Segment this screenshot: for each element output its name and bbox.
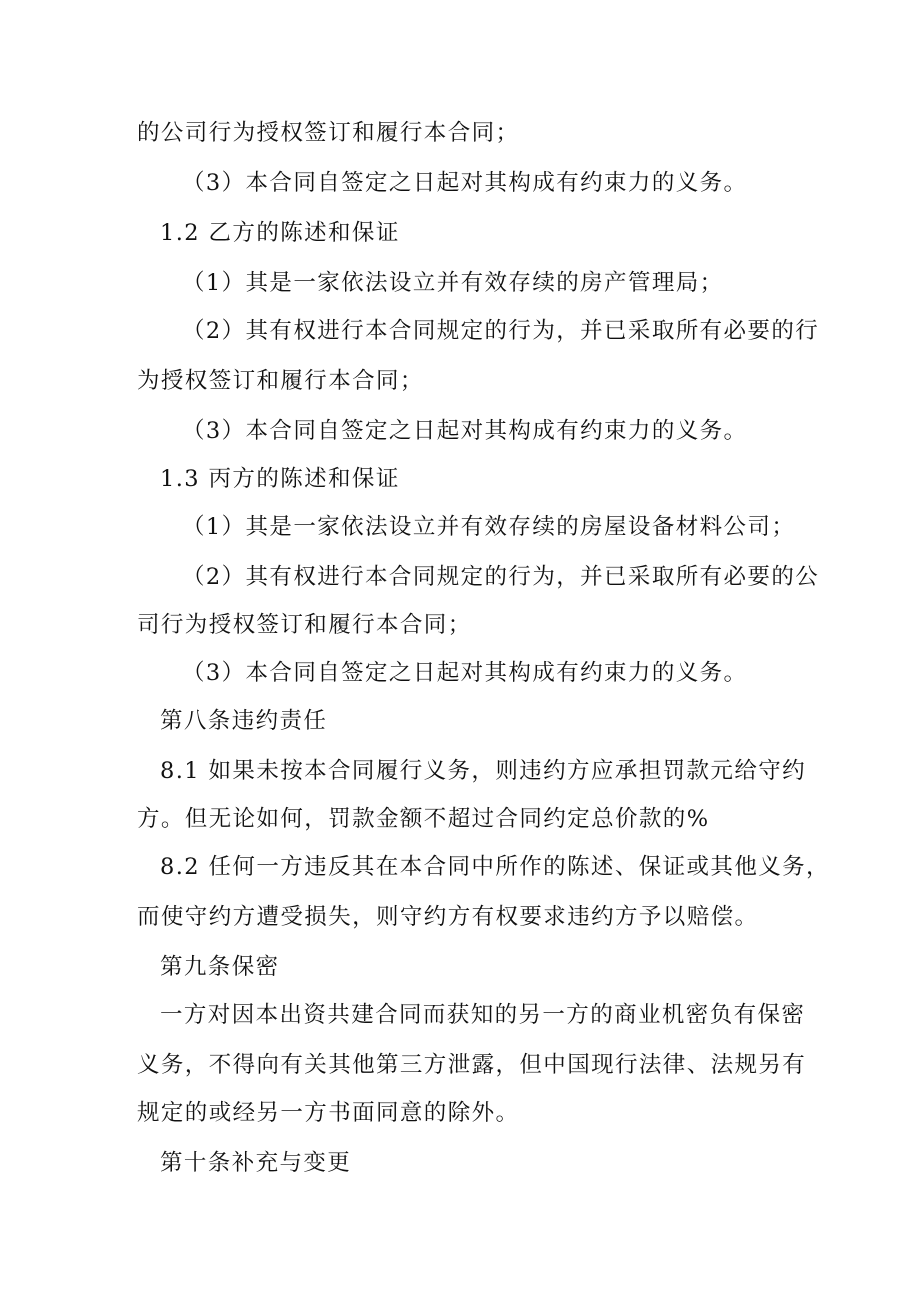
text-line-19: 一方对因本出资共建合同而获知的另一方的商业机密负有保密 — [160, 1002, 806, 1028]
text-line-6: 为授权签订和履行本合同； — [137, 368, 424, 394]
article-heading-9: 第九条保密 — [160, 954, 280, 980]
text-line-5: （2）其有权进行本合同规定的行为，并已采取所有必要的行 — [182, 318, 820, 344]
text-line-11: 司行为授权签订和履行本合同； — [137, 612, 472, 638]
text-line-21: 规定的或经另一方书面同意的除外。 — [137, 1100, 520, 1126]
text-line-20: 义务，不得向有关其他第三方泄露，但中国现行法律、法规另有 — [137, 1052, 807, 1078]
article-heading-10: 第十条补充与变更 — [160, 1150, 352, 1176]
text-line-17: 而使守约方遭受损失，则守约方有权要求违约方予以赔偿。 — [137, 904, 759, 930]
text-line-1: 的公司行为授权签订和履行本合同； — [137, 120, 520, 146]
section-heading-1-3: 1.3 丙方的陈述和保证 — [160, 466, 400, 492]
text-line-4: （1）其是一家依法设立并有效存续的房产管理局； — [182, 270, 724, 296]
text-line-10: （2）其有权进行本合同规定的行为，并已采取所有必要的公 — [182, 564, 820, 590]
section-heading-1-2: 1.2 乙方的陈述和保证 — [160, 220, 400, 246]
text-line-2: （3）本合同自签定之日起对其构成有约束力的义务。 — [182, 170, 748, 196]
text-line-15: 方。但无论如何，罚款金额不超过合同约定总价款的% — [137, 806, 710, 832]
text-line-16: 8.2 任何一方违反其在本合同中所作的陈述、保证或其他义务， — [160, 854, 830, 880]
article-heading-8: 第八条违约责任 — [160, 708, 328, 734]
text-line-7: （3）本合同自签定之日起对其构成有约束力的义务。 — [182, 418, 748, 444]
text-line-12: （3）本合同自签定之日起对其构成有约束力的义务。 — [182, 660, 748, 686]
text-line-14: 8.1 如果未按本合同履行义务，则违约方应承担罚款元给守约 — [160, 758, 807, 784]
text-line-9: （1）其是一家依法设立并有效存续的房屋设备材料公司； — [182, 514, 796, 540]
